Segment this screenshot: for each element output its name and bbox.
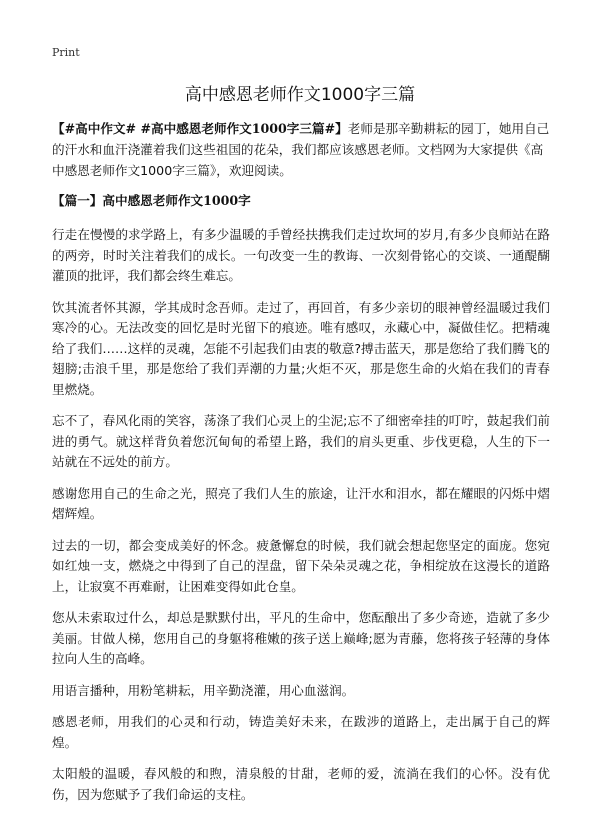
paragraph-2: 饮其流者怀其源，学其成时念吾师。走过了，再回首，有多少亲切的眼神曾经温暖过我们寒冷的心。无法改变的回忆是时光留下的痕迹。唯有感叹，永藏心中，凝做佳忆。把精魂给了我们……这样的灵魂，怎能不引起我们由衷的敬意?搏击蓝天，那是您给了我们腾飞的翅膀;击浪千里，那是您给了我们弄潮的力量;火炬不灭，那是您生命的火焰在我们的青春里燃烧。: [52, 299, 550, 397]
intro-tags: 【#高中作文# #高中感恩老师作文1000字三篇#】: [52, 121, 348, 136]
paragraph-9: 太阳般的温暖，春风般的和煦，清泉般的甘甜，老师的爱，流淌在我们的心怀。没有优伤，因为您赋予了我们命运的支柱。: [52, 766, 550, 802]
article-body: [52, 118, 550, 816]
paragraph-8: 感恩老师，用我们的心灵和行动，铸造美好未来，在跋涉的道路上，走出属于自己的辉煌。: [52, 714, 550, 750]
paragraph-5: 过去的一切，都会变成美好的怀念。疲惫懈怠的时候，我们就会想起您坚定的面庞。您宛如红烛一支，燃烧之中得到了自己的涅盘，留下朵朵灵魂之花，争相绽放在这漫长的道路上，让寂寞不再难耐，让困难变得如此仓皇。: [52, 537, 550, 594]
intro-text: 老师是那辛勤耕耘的园丁，她用自己的汗水和血汗浇灌着我们这些祖国的花朵，我们都应该感恩老师。文档网为大家提供《高中感恩老师作文1000字三篇》，欢迎阅读。: [52, 121, 550, 178]
paragraph-1: 行走在慢慢的求学路上，有多少温暖的手曾经扶携我们走过坎坷的岁月,有多少良师站在路的两旁，时时关注着我们的成长。一句改变一生的教诲、一次刻骨铭心的交谈、一通醍醐灌顶的批评，我们都会终生难忘。: [52, 227, 550, 283]
paragraph-6: 您从未索取过什么，却总是默默付出，平凡的生命中，您酝酿出了多少奇迹，造就了多少美丽。甘做人梯，您用自己的身躯将稚嫩的孩子送上巅峰;愿为青藤，您将孩子轻薄的身体拉向人生的高峰。: [52, 610, 550, 666]
print-label[interactable]: Print: [52, 46, 80, 59]
page-title: 高中感恩老师作文1000字三篇: [184, 85, 416, 105]
paragraph-7: 用语言播种，用粉笔耕耘，用辛勤浇灌，用心血滋润。: [52, 682, 355, 698]
paragraph-4: 感谢您用自己的生命之光，照亮了我们人生的旅途，让汗水和泪水，都在耀眼的闪烁中熠熠辉煌。: [52, 485, 550, 521]
intro-paragraph: [52, 118, 550, 181]
paragraph-3: 忘不了，春风化雨的笑容，荡涤了我们心灵上的尘泥;忘不了细密牵挂的叮咛，鼓起我们前进的勇气。就这样背负着您沉甸甸的希望上路，我们的肩头更重、步伐更稳，人生的下一站就在不远处的前方。: [52, 413, 550, 469]
section-heading: 【篇一】高中感恩老师作文1000字: [52, 193, 251, 208]
